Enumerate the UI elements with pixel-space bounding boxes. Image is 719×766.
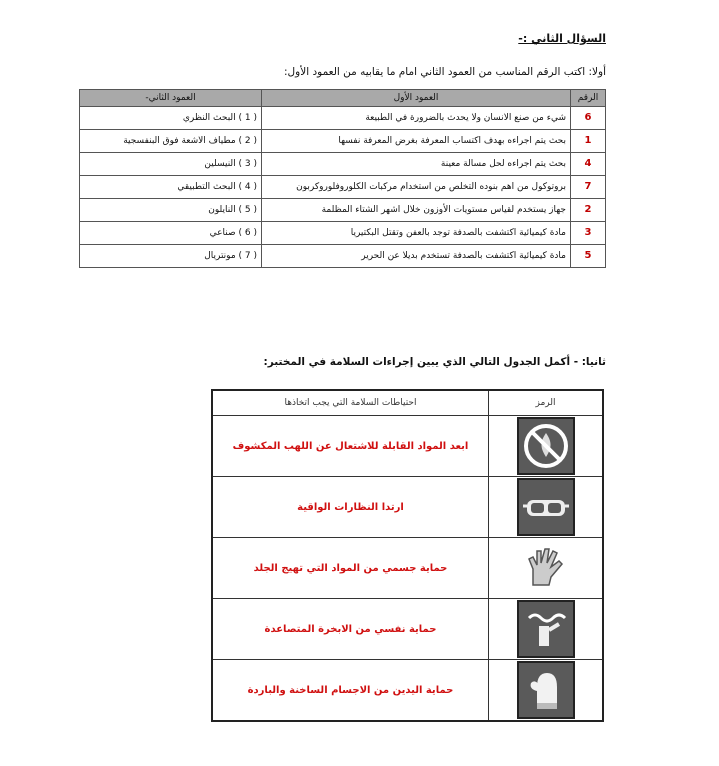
answer-number: 1 — [571, 130, 606, 153]
col1-cell: مادة كيميائية اكتشفت بالصدفة توجد بالعفن وتقتل البكتيريا — [262, 222, 571, 245]
col1-cell: بحث يتم اجراءه بهدف اكتساب المعرفة بغرض المعرفة نفسها — [262, 130, 571, 153]
table-row — [212, 416, 603, 477]
no-open-flame-icon — [517, 417, 575, 475]
col2-cell: ( 4 ) البحث التطبيقي — [80, 176, 262, 199]
col1-cell: بروتوكول من اهم بنوده التخلص من استخدام مركبات الكلوروفلوروكربون — [262, 176, 571, 199]
header-num: الرقم — [571, 90, 606, 107]
header-symbol: الرمز — [489, 390, 604, 416]
part1-instruction: أولا: اكتب الرقم المناسب من العمود الثاني امام ما يقابيه من العمود الأول: — [284, 66, 606, 78]
table-row — [80, 153, 606, 176]
col1-cell: بحث يتم اجراءه لحل مسالة معينة — [262, 153, 571, 176]
table-row — [80, 176, 606, 199]
answer-number: 7 — [571, 176, 606, 199]
safety-goggles-icon — [517, 478, 575, 536]
answer-number: 6 — [571, 107, 606, 130]
table-row — [80, 245, 606, 268]
header-precaution: احتياطات السلامة التي يجب اتخاذها — [212, 390, 489, 416]
table-row — [212, 477, 603, 538]
answer-number: 2 — [571, 199, 606, 222]
col2-cell: ( 3 ) النيسلين — [80, 153, 262, 176]
table-row — [80, 222, 606, 245]
protective-glove-icon — [517, 539, 575, 597]
header-col1: العمود الأول — [262, 90, 571, 107]
answer-number: 5 — [571, 245, 606, 268]
answer-number: 3 — [571, 222, 606, 245]
matching-table — [79, 89, 606, 268]
precaution-cell: ابعد المواد القابلة للاشتعال عن اللهب المكشوف — [212, 416, 489, 477]
table-row — [80, 130, 606, 153]
precaution-cell: ارتدا النظارات الواقية — [212, 477, 489, 538]
col1-cell: مادة كيميائية اكتشفت بالصدفة تستخدم بديلا عن الحرير — [262, 245, 571, 268]
question-title: السؤال الثاني :- — [518, 32, 606, 45]
answer-number: 4 — [571, 153, 606, 176]
col1-cell: شيء من صنع الانسان ولا يحدث بالضرورة في الطبيعة — [262, 107, 571, 130]
table-row — [80, 107, 606, 130]
col2-cell: ( 7 ) مونتريال — [80, 245, 262, 268]
table-row — [212, 538, 603, 599]
fumes-hazard-icon — [517, 600, 575, 658]
table-row — [212, 599, 603, 660]
col2-cell: ( 6 ) صناعي — [80, 222, 262, 245]
precaution-cell: حماية جسمي من المواد التي تهيج الجلد — [212, 538, 489, 599]
col2-cell: ( 5 ) النايلون — [80, 199, 262, 222]
header-col2: العمود الثاني- — [80, 90, 262, 107]
col2-cell: ( 1 ) البحث النظري — [80, 107, 262, 130]
table-row — [80, 199, 606, 222]
safety-table — [211, 389, 604, 722]
precaution-cell: حماية اليدين من الاجسام الساخنة والباردة — [212, 660, 489, 722]
col2-cell: ( 2 ) مطياف الاشعة فوق البنفسجية — [80, 130, 262, 153]
precaution-cell: حماية نفسي من الابخرة المتصاعدة — [212, 599, 489, 660]
part2-instruction: ثانيا: - أكمل الجدول التالي الذي يبين إجراءات السلامة في المختبر: — [263, 356, 606, 368]
table-row — [212, 660, 603, 722]
col1-cell: جهاز يستخدم لقياس مستويات الأوزون خلال اشهر الشتاء المظلمة — [262, 199, 571, 222]
oven-mitt-icon — [517, 661, 575, 719]
